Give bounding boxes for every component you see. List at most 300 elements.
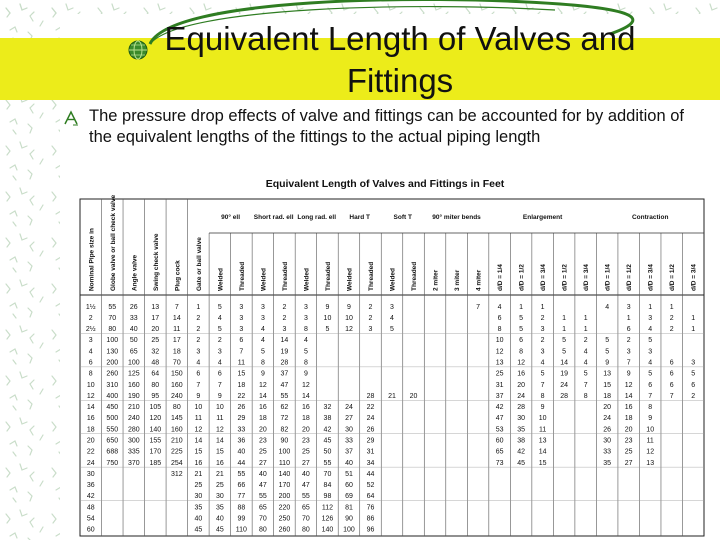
table-cell: 14	[538, 448, 547, 456]
table-cell: 19	[560, 370, 569, 378]
table-cell: 18	[258, 415, 267, 423]
table-cell: 35	[194, 504, 203, 512]
table-cell: 55	[302, 493, 310, 501]
table-cell: 20	[86, 437, 95, 445]
table-cell: 16	[215, 459, 224, 467]
table-cell: 42	[495, 404, 504, 412]
table-cell: 3	[303, 303, 308, 311]
table-cell: 17	[151, 314, 160, 322]
table-cell: 80	[302, 526, 310, 534]
table-cell: 400	[106, 392, 119, 400]
table-cell: 2	[669, 326, 674, 334]
table-cell: 3	[626, 303, 631, 311]
table-cell: 24	[560, 381, 569, 389]
table-cell: 38	[323, 415, 332, 423]
table-cell: 16	[86, 415, 95, 423]
column-header: Gate or ball valve	[195, 237, 203, 291]
table-cell: 4	[497, 303, 502, 311]
globe-icon	[126, 38, 150, 62]
table-cell: 11	[646, 437, 654, 445]
table-cell: 40	[345, 459, 353, 467]
table-cell: 31	[366, 448, 375, 456]
table-cell: 2½	[85, 326, 96, 334]
table-cell: 10	[646, 426, 655, 434]
a-pen-bullet-icon	[63, 110, 79, 126]
table-cell: 45	[323, 437, 332, 445]
table-cell: 42	[86, 493, 95, 501]
table-cell: 30	[517, 415, 526, 423]
table-cell: 47	[258, 482, 267, 490]
table-cell: 225	[170, 448, 183, 456]
table-cell: 220	[278, 504, 291, 512]
table-cell: 36	[237, 437, 246, 445]
table-cell: 200	[278, 493, 291, 501]
table-cell: 14	[624, 392, 633, 400]
table-cell: 50	[323, 448, 332, 456]
table-cell: 7	[196, 381, 201, 389]
table-cell: 150	[170, 370, 183, 378]
table-cell: 8	[540, 392, 545, 400]
table-cell: 8	[583, 392, 588, 400]
table-cell: 4	[260, 337, 265, 345]
table-cell: 3	[691, 359, 696, 367]
table-cell: 24	[366, 415, 375, 423]
table-cell: 15	[215, 448, 224, 456]
table-cell: 1	[648, 303, 653, 311]
table-cell: 12	[345, 326, 353, 334]
column-header: d/D = 1/4	[604, 264, 612, 291]
table-cell: 28	[517, 404, 526, 412]
table-cell: 30	[215, 493, 224, 501]
table-cell: 2	[368, 314, 373, 322]
group-header: Long rad. ell	[297, 214, 337, 221]
table-cell: 3	[648, 348, 653, 356]
table-cell: 80	[108, 326, 117, 334]
group-header: Short rad. ell	[253, 214, 294, 221]
title-line-2: Fittings	[346, 62, 454, 99]
table-cell: 120	[149, 415, 162, 423]
group-header: 90° miter bends	[432, 214, 481, 221]
column-header: Globe valve or ball check valve	[109, 195, 117, 291]
table-cell: 34	[366, 459, 375, 467]
table-cell: 25	[624, 448, 633, 456]
table-cell: 35	[215, 504, 224, 512]
table-cell: 1	[583, 314, 588, 322]
table-cell: 6	[88, 359, 93, 367]
table-cell: 7	[648, 392, 653, 400]
group-header: Contraction	[631, 214, 669, 221]
table-cell: 7	[583, 381, 588, 389]
table-cell: 5	[583, 370, 588, 378]
table-cell: 25	[302, 448, 310, 456]
table-cell: 4	[583, 359, 588, 367]
column-header: Welded	[217, 268, 225, 291]
table-cell: 7	[174, 303, 179, 311]
table-cell: 5	[519, 326, 524, 334]
table-cell: 2	[282, 314, 287, 322]
table-cell: 14	[215, 437, 224, 445]
column-header: d/D = 1/2	[669, 264, 677, 291]
table-cell: 550	[106, 426, 119, 434]
table-cell: 3	[390, 303, 394, 311]
table-cell: 10	[495, 337, 504, 345]
table-cell: 6	[669, 359, 674, 367]
column-header: Threaded	[238, 261, 246, 291]
table-cell: 47	[280, 381, 289, 389]
table-cell: 36	[86, 482, 95, 490]
table-cell: 8	[260, 359, 265, 367]
table-cell: 38	[517, 437, 526, 445]
table-cell: 55	[323, 459, 332, 467]
table-cell: 130	[106, 348, 119, 356]
table-cell: 160	[170, 426, 183, 434]
table-cell: 10	[323, 314, 332, 322]
table-cell: 25	[258, 448, 267, 456]
table-cell: 28	[280, 359, 289, 367]
table-cell: 90	[345, 515, 353, 523]
table-cell: 69	[345, 493, 353, 501]
table-cell: 24	[603, 415, 612, 423]
table-cell: 48	[86, 504, 95, 512]
slide-title	[150, 18, 650, 102]
table-cell: 80	[258, 526, 267, 534]
table-cell: 8	[648, 404, 653, 412]
column-header: Threaded	[367, 261, 375, 291]
table-cell: 13	[495, 359, 504, 367]
table-cell: 2	[282, 303, 287, 311]
table-cell: 140	[321, 526, 334, 534]
table-cell: 14	[258, 392, 267, 400]
table-cell: 145	[170, 415, 183, 423]
table-cell: 254	[170, 459, 183, 467]
table-cell: 47	[495, 415, 504, 423]
table-cell: 64	[366, 493, 375, 501]
table-cell: 210	[127, 404, 140, 412]
table-cell: 84	[323, 482, 332, 490]
table-cell: 20	[517, 381, 526, 389]
table-cell: 9	[648, 415, 653, 423]
table-cell: 65	[495, 448, 504, 456]
table-cell: 30	[86, 470, 95, 478]
table-cell: 650	[106, 437, 119, 445]
table-cell: 13	[646, 459, 655, 467]
table-cell: 24	[86, 459, 95, 467]
table-cell: 1	[519, 303, 524, 311]
table-cell: 1	[626, 314, 631, 322]
table-cell: 29	[366, 437, 375, 445]
table-cell: 42	[323, 426, 332, 434]
table-cell: 4	[303, 337, 308, 345]
table-cell: 24	[517, 392, 526, 400]
column-header: Plug cock	[174, 260, 182, 291]
table-cell: 26	[603, 426, 612, 434]
table-cell: 125	[127, 370, 140, 378]
table-cell: 76	[366, 504, 375, 512]
table-cell: 26	[237, 404, 246, 412]
table-cell: 54	[86, 515, 95, 523]
column-header: 4 miter	[475, 269, 483, 291]
table-cell: 40	[237, 448, 246, 456]
table-cell: 2	[583, 337, 588, 345]
column-header: Angle valve	[131, 254, 139, 291]
table-cell: 22	[237, 392, 246, 400]
table-cell: 3	[540, 326, 545, 334]
table-cell: 5	[605, 337, 610, 345]
table-cell: 90	[280, 437, 289, 445]
table-cell: 3	[260, 303, 265, 311]
table-cell: 19	[280, 348, 289, 356]
column-header: d/D = 3/4	[690, 264, 698, 291]
table-cell: 73	[495, 459, 504, 467]
table-cell: 16	[302, 404, 310, 412]
table-cell: 3	[217, 348, 222, 356]
table-cell: 37	[495, 392, 504, 400]
table-cell: 3	[239, 303, 244, 311]
table-cell: 40	[129, 326, 138, 334]
table-cell: 5	[562, 348, 567, 356]
table-cell: 6	[497, 314, 502, 322]
column-header: d/D = 1/2	[626, 264, 634, 291]
column-header: Threaded	[411, 261, 419, 291]
table-cell: 1	[669, 303, 674, 311]
column-header: d/D = 1/4	[497, 264, 505, 291]
table-cell: 7	[669, 392, 674, 400]
table-cell: 310	[106, 381, 119, 389]
table-cell: 12	[646, 448, 655, 456]
table-cell: 23	[302, 437, 310, 445]
table-cell: 3	[239, 326, 244, 334]
table-cell: 21	[215, 470, 224, 478]
table-cell: 4	[217, 359, 222, 367]
table-cell: 70	[258, 515, 267, 523]
table-cell: 50	[129, 337, 138, 345]
table-cell: 14	[172, 314, 181, 322]
table-cell: 70	[323, 470, 332, 478]
table-cell: 88	[237, 504, 246, 512]
table-cell: 3	[648, 314, 653, 322]
column-header: Threaded	[281, 261, 289, 291]
table-cell: 240	[127, 415, 140, 423]
table-cell: 40	[215, 515, 224, 523]
table-cell: 160	[170, 381, 183, 389]
table-cell: 6	[669, 370, 674, 378]
table-cell: 140	[149, 426, 162, 434]
table-cell: 17	[172, 337, 181, 345]
table-cell: 16	[258, 404, 267, 412]
table-cell: 280	[127, 426, 140, 434]
table-cell: 9	[303, 370, 308, 378]
table-cell: 53	[495, 426, 504, 434]
column-header: d/D = 3/4	[540, 264, 548, 291]
table-cell: 10	[345, 314, 353, 322]
table-cell: 4	[583, 348, 588, 356]
table-cell: 16	[624, 404, 633, 412]
table-cell: 7	[217, 381, 222, 389]
table-cell: 13	[603, 370, 612, 378]
table-cell: 100	[343, 526, 355, 534]
table-cell: 55	[237, 470, 246, 478]
table-cell: 7	[239, 348, 244, 356]
table-cell: 30	[603, 437, 612, 445]
table-cell: 190	[127, 392, 140, 400]
table-cell: 9	[605, 359, 610, 367]
table-cell: 8	[519, 348, 524, 356]
table-cell: 155	[149, 437, 162, 445]
table-cell: 62	[280, 404, 289, 412]
table-cell: 60	[345, 482, 353, 490]
table-cell: 7	[540, 381, 545, 389]
table-cell: 28	[366, 392, 375, 400]
table-cell: 185	[149, 459, 162, 467]
column-header: 2 miter	[432, 269, 440, 291]
table-cell: 9	[260, 370, 265, 378]
table-cell: 45	[517, 459, 526, 467]
table-cell: 170	[149, 448, 162, 456]
table-cell: 16	[517, 370, 526, 378]
table-title: Equivalent Length of Valves and Fittings in Feet	[265, 178, 505, 190]
table-cell: 33	[603, 448, 612, 456]
table-cell: 45	[194, 526, 203, 534]
table-cell: 3	[368, 326, 373, 334]
table-cell: 9	[325, 303, 330, 311]
table-cell: 23	[624, 437, 633, 445]
table-cell: 48	[151, 359, 160, 367]
table-cell: 64	[151, 370, 160, 378]
fittings-table-image	[62, 175, 708, 537]
table-cell: 5	[691, 370, 696, 378]
column-header: d/D = 1/2	[561, 264, 569, 291]
table-cell: 688	[106, 448, 119, 456]
table-cell: 32	[323, 404, 332, 412]
table-cell: 21	[388, 392, 396, 400]
table-cell: 4	[196, 359, 201, 367]
table-cell: 60	[495, 437, 504, 445]
table-cell: 8	[497, 326, 502, 334]
table-cell: 22	[366, 404, 375, 412]
table-cell: 1	[691, 314, 696, 322]
table-cell: 6	[519, 337, 524, 345]
table-cell: 70	[302, 515, 310, 523]
table-cell: 370	[127, 459, 140, 467]
table-cell: 65	[258, 504, 267, 512]
table-cell: 2	[368, 303, 373, 311]
bullet-text: The pressure drop effects of valve and fittings can be accounted for by addition of the equivalent lengths of the fittings to the actual piping length	[89, 107, 684, 146]
table-cell: 12	[194, 426, 203, 434]
table-cell: 1	[583, 326, 588, 334]
table-cell: 23	[258, 437, 267, 445]
table-cell: 26	[129, 303, 138, 311]
table-cell: 7	[476, 303, 481, 311]
table-cell: 12	[258, 381, 267, 389]
column-header: Welded	[389, 268, 397, 291]
table-cell: 170	[278, 482, 291, 490]
table-cell: 20	[409, 392, 418, 400]
table-cell: 26	[366, 426, 375, 434]
table-cell: 95	[151, 392, 160, 400]
table-cell: 10	[86, 381, 95, 389]
table-cell: 37	[345, 448, 353, 456]
table-cell: 240	[170, 392, 183, 400]
group-header: Hard T	[349, 214, 371, 221]
column-header: Nominal Pipe size in	[88, 228, 96, 291]
table-cell: 70	[172, 359, 181, 367]
table-cell: 4	[648, 326, 653, 334]
table-cell: 51	[345, 470, 353, 478]
table-cell: 5	[217, 303, 222, 311]
table-cell: 32	[151, 348, 160, 356]
table-cell: 11	[538, 426, 547, 434]
table-frame	[80, 199, 704, 536]
table-cell: 55	[258, 493, 267, 501]
table-cell: 20	[302, 426, 310, 434]
table-cell: 27	[624, 459, 633, 467]
table-cell: 2	[540, 337, 545, 345]
table-cell: 30	[194, 493, 203, 501]
table-cell: 44	[237, 459, 246, 467]
table-cell: 3	[239, 314, 244, 322]
table-cell: 22	[86, 448, 95, 456]
table-cell: 100	[127, 359, 140, 367]
table-cell: 100	[106, 337, 119, 345]
table-cell: 2	[88, 314, 93, 322]
table-cell: 9	[217, 392, 222, 400]
table-cell: 99	[237, 515, 246, 523]
table-cell: 160	[127, 381, 140, 389]
title-line-1: Equivalent Length of Valves and	[164, 20, 636, 57]
column-header: Welded	[303, 268, 311, 291]
table-cell: 4	[540, 359, 545, 367]
table-cell: 11	[237, 359, 246, 367]
table-cell: 15	[194, 448, 203, 456]
table-cell: 5	[540, 370, 545, 378]
table-cell: 6	[239, 337, 244, 345]
table-cell: 5	[303, 348, 308, 356]
table-cell: 6	[669, 381, 674, 389]
table-cell: 500	[106, 415, 119, 423]
table-cell: 1	[562, 326, 567, 334]
table-cell: 20	[151, 326, 160, 334]
table-cell: 18	[86, 426, 95, 434]
table-cell: 3	[303, 314, 308, 322]
group-header: Enlargement	[522, 214, 563, 221]
table-cell: 5	[217, 326, 222, 334]
table-cell: 10	[215, 404, 224, 412]
table-cell: 35	[603, 459, 612, 467]
column-header: d/D = 3/4	[583, 264, 591, 291]
table-cell: 80	[151, 381, 160, 389]
table-cell: 3	[88, 337, 93, 345]
table-cell: 24	[345, 404, 353, 412]
table-cell: 11	[173, 326, 181, 334]
table-cell: 5	[648, 370, 653, 378]
table-cell: 10	[194, 404, 203, 412]
table-cell: 25	[151, 337, 160, 345]
table-cell: 5	[260, 348, 265, 356]
table-cell: 20	[603, 404, 612, 412]
table-cell: 9	[196, 392, 201, 400]
table-cell: 31	[495, 381, 504, 389]
table-cell: 70	[108, 314, 117, 322]
table-cell: 140	[278, 470, 291, 478]
column-header: Swing check valve	[152, 233, 160, 291]
table-cell: 25	[495, 370, 504, 378]
table-cell: 5	[562, 337, 567, 345]
column-header: 3 miter	[454, 269, 462, 291]
column-header: Welded	[346, 268, 354, 291]
table-cell: 15	[538, 459, 547, 467]
table-cell: 14	[194, 437, 203, 445]
table-cell: 15	[237, 370, 246, 378]
